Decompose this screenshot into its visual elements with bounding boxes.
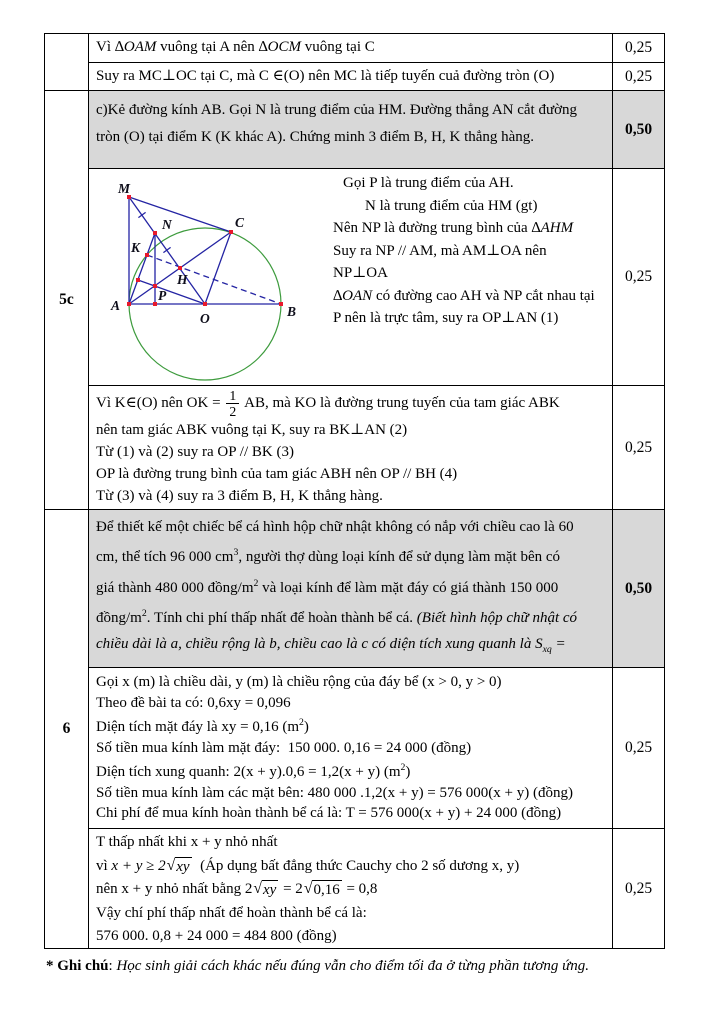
text-line: Gọi P là trung điểm của AH.	[343, 175, 514, 191]
left-cell-empty	[45, 34, 89, 91]
text-line: Suy ra NP // AM, mà AM⊥OA nên	[333, 242, 547, 259]
point-label-H: H	[177, 272, 188, 287]
solution-row-tangent	[89, 63, 613, 91]
proof-text-block	[333, 169, 605, 385]
left-cell-6: 6	[45, 510, 89, 949]
score-cell: 0,25	[613, 829, 665, 949]
text-line: Vì K∈(O) nên OK = $\frac{1}{2}$ AB, mà KO là đường trung tuyến của tam giác ABK	[96, 388, 560, 420]
text-line: Chi phí để mua kính hoàn thành bể cá là: T = 576 000(x + y) + 24 000 (đồng)	[96, 805, 562, 821]
text-line: OP là đường trung bình của tam giác ABH nên OP // BH (4)	[96, 466, 458, 483]
text-line: Gọi x (m) là chiều dài, y (m) là chiều rộng của đáy bể (x > 0, y > 0)	[96, 674, 502, 690]
text-line: ∆OAN có đường cao AH và NP cắt nhau tại	[333, 287, 595, 304]
point-label-O: O	[200, 311, 210, 326]
score-cell: 0,50	[613, 510, 665, 668]
point-label-N: N	[162, 217, 172, 232]
score-cell: 0,50	[613, 91, 665, 169]
text-line: c)Kẻ đường kính AB. Gọi N là trung điểm của HM. Đường thẳng AN cắt đường	[96, 102, 578, 118]
text-line: Để thiết kế một chiếc bể cá hình hộp chữ nhật không có nắp với chiều cao là 60	[96, 519, 574, 535]
text-line: nên tam giác ABK vuông tại K, suy ra BK⊥AN (2)	[96, 422, 408, 439]
grading-note	[46, 958, 686, 975]
text-line: 576 000. 0,8 + 24 000 = 484 800 (đồng)	[96, 928, 337, 944]
score-cell: 0,25	[613, 169, 665, 386]
text-line: Suy ra MC⊥OC tại C, mà C ∈(O) nên MC là tiếp tuyến cuả đường tròn (O)	[96, 68, 555, 84]
point-label-K: K	[131, 240, 141, 255]
text-line: T thấp nhất khi x + y nhỏ nhất	[96, 834, 278, 850]
point-label-B: B	[287, 304, 297, 319]
dashed-line-KB	[147, 255, 281, 304]
score-cell: 0,25	[613, 386, 665, 510]
solution-row-cost-setup	[89, 668, 613, 829]
text-line: Từ (1) và (2) suy ra OP // BK (3)	[96, 444, 294, 461]
text-line: vì x + y ≥ 2 √ xy (Áp dụng bất đẳng thức Cauchy cho 2 số dương x, y)	[96, 856, 520, 875]
point-label-M: M	[118, 181, 131, 196]
text-line: * Ghi chú: Học sinh giải cách khác nếu đúng vẫn cho điểm tối đa ở từng phần tương ứng.	[46, 958, 590, 974]
diagram-row	[89, 169, 613, 386]
text-line: cm, thể tích 96 000 $cm^3$, người thợ dùng loại kính để sử dụng làm mặt bên có	[96, 547, 561, 566]
circle-diagram-svg	[93, 177, 325, 386]
geometry-diagram	[93, 177, 325, 385]
solution-row-oam	[89, 34, 613, 63]
text-line: Số tiền mua kính làm mặt đáy: 150 000. 0,16 = 24 000 (đồng)	[96, 739, 472, 756]
text-line: Vì ∆OAM vuông tại A nên ∆OCM vuông tại C	[96, 39, 375, 55]
text-line: tròn (O) tại điểm K (K khác A). Chứng minh 3 điểm B, H, K thẳng hàng.	[96, 129, 535, 145]
text-line: Theo đề bài ta có: 0,6xy = 0,096	[96, 694, 291, 711]
text-line: Diện tích xung quanh: 2(x + y).0,6 = 1,2(x + y) $(m^2)$	[96, 762, 411, 780]
score-cell: 0,25	[613, 668, 665, 829]
point-label-A: A	[111, 298, 121, 313]
text-line: Từ (3) và (4) suy ra 3 điểm B, H, K thẳng hàng.	[96, 488, 383, 505]
text-line: Nên NP là đường trung bình của ∆AHM	[333, 220, 574, 236]
text-line: đồng/$m^2$. Tính chi phí thấp nhất để hoàn thành bể cá. (Biết hình hộp chữ nhật có	[96, 607, 578, 626]
text-line: chiều dài là a, chiều rộng là b, chiều cao là c có diện tích xung quanh là $S_{xq}$ =	[96, 636, 566, 656]
text-line: N là trung điểm của HM (gt)	[365, 197, 538, 214]
tick-mark-MN	[138, 212, 145, 217]
score-cell: 0,25	[613, 63, 665, 91]
answer-key-table	[44, 33, 665, 949]
solution-row-collinear	[89, 386, 613, 510]
text-line: Diện tích mặt đáy là xy = 0,16 $(m^2)$	[96, 717, 309, 735]
text-line: P nên là trực tâm, suy ra OP⊥AN (1)	[333, 310, 559, 326]
tick-mark-NH	[163, 247, 170, 252]
score-cell: 0,25	[613, 34, 665, 63]
statement-row-5c	[89, 91, 613, 169]
text-line: Vậy chí phí thấp nhất để hoàn thành bể cá là:	[96, 904, 367, 921]
text-line: nên x + y nhỏ nhất bằng 2 √ xy = 2 √ 0,16 = 0,8	[96, 880, 378, 898]
point-label-P: P	[158, 288, 167, 303]
text-line: Số tiền mua kính làm các mặt bên: 480 000 .1,2(x + y) = 576 000(x + y) (đồng)	[96, 784, 573, 801]
left-cell-5c: 5c	[45, 91, 89, 510]
statement-row-6	[89, 510, 613, 668]
point-label-C: C	[235, 215, 245, 230]
solution-row-cauchy	[89, 829, 613, 949]
text-line: NP⊥OA	[333, 265, 388, 281]
text-line: giá thành 480 000 đồng/$m^2$ và loại kính để làm mặt đáy có giá thành 150 000	[96, 577, 559, 596]
